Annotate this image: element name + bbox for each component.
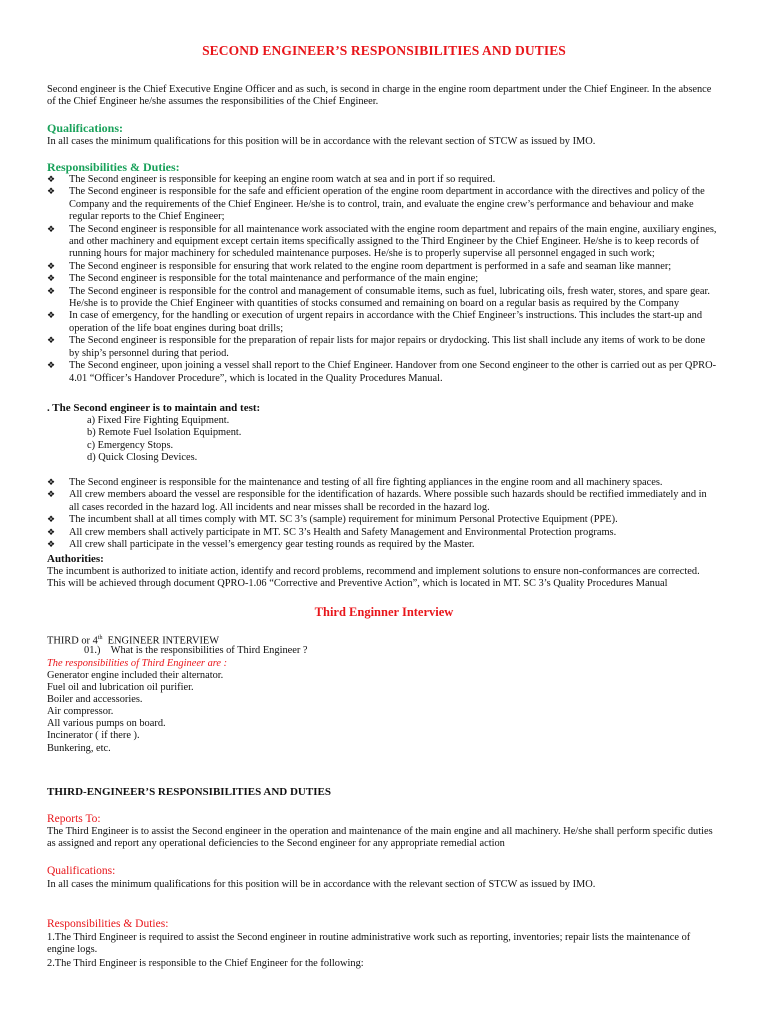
qualifications-heading: Qualifications:: [47, 121, 124, 135]
page-title: SECOND ENGINEER’S RESPONSIBILITIES AND DUTIES: [202, 43, 566, 58]
diamond-bullet-icon: ❖: [47, 224, 56, 235]
bullet-text: The Second engineer, upon joining a vessel shall report to the Chief Engineer. Handover from one Second engineer to the other is carried out as per QPRO-4.01 “Officer’s Handover Procedure”, which is located in the Quality Procedures Manual.: [69, 360, 717, 384]
interview-question: 01.) What is the responsibilities of Third Engineer ?: [84, 645, 308, 656]
bullet-text: All crew shall participate in the vessel’s emergency gear testing rounds as required by the Master.: [69, 539, 475, 551]
maintain-item: d) Quick Closing Devices.: [87, 452, 198, 464]
bullet-text: All crew members aboard the vessel are responsible for the identification of hazards. Where possible such hazards should be rectified immediately and in all cases recorded in the hazard log. All incidents and near misses shall be recorded in the hazard log.: [69, 489, 707, 513]
diamond-bullet-icon: ❖: [47, 274, 56, 285]
bullet-text: The Second engineer is responsible for all maintenance work associated with the engine room department and repairs of the main engine, auxiliary engines, and other machinery and equipment except certain items specifically assigned to the Third Engineer by the Chief Engineer. He/she is to keep records of running hours for major machinery for scheduled maintenance purposes. He/she is to properly supervise all personnel engaged in such work;: [69, 223, 717, 260]
responsibilities-heading: Responsibilities & Duties:: [47, 160, 180, 174]
bullet-text: The Second engineer is responsible for the maintenance and testing of all fire fighting appliances in the engine room and all machinery spaces.: [69, 477, 663, 488]
intro-paragraph: Second engineer is the Chief Executive Engine Officer and as such, is second in charge in the engine room department under the Chief Engineer. In the absence of the Chief Engineer he/she assumes the responsibilities of the Chief Engineer.: [47, 84, 712, 108]
bullet-item: [47, 527, 717, 539]
bullet-item: [47, 273, 717, 285]
third-engineer-item: Boiler and accessories.: [47, 694, 143, 706]
authorities-text: The incumbent is authorized to initiate action, identify and record problems, recommend and implement solutions to ensure non-conformances are corrected. This will be achieved through document QPRO-1.06 “Corrective and Preventive Action”, which is located in MT. SC 3’s Quality Procedures Manual: [47, 566, 700, 590]
third-engineer-item: Fuel oil and lubrication oil purifier.: [47, 682, 194, 694]
reports-to-text: The Third Engineer is to assist the Second engineer in the operation and maintenance of the main engine and all machinery. He/she shall perform specific duties as assigned and report any operational deficiencies to the Second engineer for any appropriate remedial action: [47, 826, 713, 850]
diamond-bullet-icon: ❖: [47, 336, 56, 347]
bullet-text: The Second engineer is responsible for ensuring that work related to the engine room department is performed in a safe and seaman like manner;: [69, 260, 672, 272]
qualifications-text: In all cases the minimum qualifications for this position will be in accordance with the relevant section of STCW as issued by IMO.: [47, 136, 596, 147]
third-engineer-item: Incinerator ( if there ).: [47, 730, 140, 742]
reports-to-heading: Reports To:: [47, 813, 101, 825]
responsibilities-list: [47, 174, 717, 385]
responsibilities-2-item-2: 2.The Third Engineer is responsible to the Chief Engineer for the following:: [47, 958, 364, 969]
maintain-item: a) Fixed Fire Fighting Equipment.: [87, 415, 230, 426]
bullet-item: [47, 186, 717, 223]
interview-line-a: THIRD or 4: [47, 635, 98, 647]
bullet-item: [47, 335, 717, 360]
maintain-item: b) Remote Fuel Isolation Equipment.: [87, 427, 242, 439]
maintain-list: [87, 415, 241, 465]
qualifications-2-heading: Qualifications:: [47, 865, 116, 877]
more-duties-list: [47, 477, 717, 551]
bullet-item: [47, 539, 717, 551]
third-engineer-heading: THIRD-ENGINEER’S RESPONSIBILITIES AND DUTIES: [47, 786, 331, 798]
diamond-bullet-icon: ❖: [47, 187, 56, 198]
maintain-heading: . The Second engineer is to maintain and test:: [47, 402, 261, 414]
responsibilities-2-item-1: 1.The Third Engineer is required to assist the Second engineer in routine administrative work such as reporting, inventories; repair lists the maintenance of engine logs.: [47, 932, 691, 956]
bullet-item: [47, 224, 717, 261]
responsibilities-2-heading: Responsibilities & Duties:: [47, 918, 169, 930]
bullet-item: [47, 310, 717, 335]
third-interview-title: Third Enginner Interview: [314, 605, 454, 619]
bullet-text: In case of emergency, for the handling or execution of urgent repairs in accordance with the Chief Engineer’s instructions. This includes the start-up and operation of the life boat engines during boat drills;: [69, 310, 703, 334]
authorities-heading: Authorities:: [47, 553, 104, 565]
third-engineer-list: [47, 670, 715, 755]
diamond-bullet-icon: ❖: [47, 527, 56, 538]
interview-sup: th: [97, 635, 103, 641]
interview-line-b: ENGINEER INTERVIEW: [102, 635, 220, 647]
bullet-item: [47, 514, 717, 526]
diamond-bullet-icon: ❖: [47, 286, 56, 297]
diamond-bullet-icon: ❖: [47, 261, 56, 272]
third-responsibilities-intro: The responsibilities of Third Engineer are :: [47, 658, 228, 669]
bullet-text: The Second engineer is responsible for the safe and efficient operation of the engine room department in accordance with the directives and policy of the Company and the requirements of the Chief Engineer. He/she is to control, train, and evaluate the engine crew’s performance and behaviour and make regular reports to the Chief Engineer;: [69, 186, 705, 223]
diamond-bullet-icon: ❖: [47, 175, 56, 185]
third-engineer-item: All various pumps on board.: [47, 718, 166, 730]
qualifications-2-text: In all cases the minimum qualifications for this position will be in accordance with the relevant section of STCW as issued by IMO.: [47, 879, 596, 890]
bullet-item: [47, 477, 717, 489]
bullet-item: [47, 286, 717, 311]
bullet-text: The Second engineer is responsible for the preparation of repair lists for major repairs or drydocking. This list shall include any items of work to be done by ship’s personnel during that period.: [69, 335, 706, 359]
diamond-bullet-icon: ❖: [47, 361, 56, 372]
bullet-text: All crew members shall actively participate in MT. SC 3’s Health and Safety Management and Environmental Protection programs.: [69, 526, 617, 538]
bullet-item: [47, 174, 717, 186]
diamond-bullet-icon: ❖: [47, 540, 56, 551]
maintain-item: c) Emergency Stops.: [87, 439, 174, 451]
bullet-item: [47, 261, 717, 273]
third-engineer-item: Air compressor.: [47, 706, 114, 718]
diamond-bullet-icon: ❖: [47, 311, 56, 322]
third-engineer-item: Bunkering, etc.: [47, 742, 111, 754]
diamond-bullet-icon: ❖: [47, 515, 56, 526]
bullet-item: [47, 489, 717, 514]
bullet-text: The Second engineer is responsible for the total maintenance and performance of the main engine;: [69, 273, 479, 285]
bullet-text: The Second engineer is responsible for the control and management of consumable items, such as fuel, lubricating oils, fresh water, stores, and spare gear. He/she is to provide the Chief Engineer with quantities of stocks consumed and remaining on board on a regular basis as required by the Company: [69, 285, 711, 310]
diamond-bullet-icon: ❖: [47, 490, 56, 501]
bullet-text: The incumbent shall at all times comply with MT. SC 3’s (sample) requirement for minimum Personal Protective Equipment (PPE).: [69, 514, 618, 526]
bullet-text: The Second engineer is responsible for keeping an engine room watch at sea and in port if so required.: [69, 174, 496, 185]
diamond-bullet-icon: ❖: [47, 478, 56, 488]
third-engineer-item: Generator engine included their alternator.: [47, 670, 224, 681]
bullet-item: [47, 360, 717, 385]
